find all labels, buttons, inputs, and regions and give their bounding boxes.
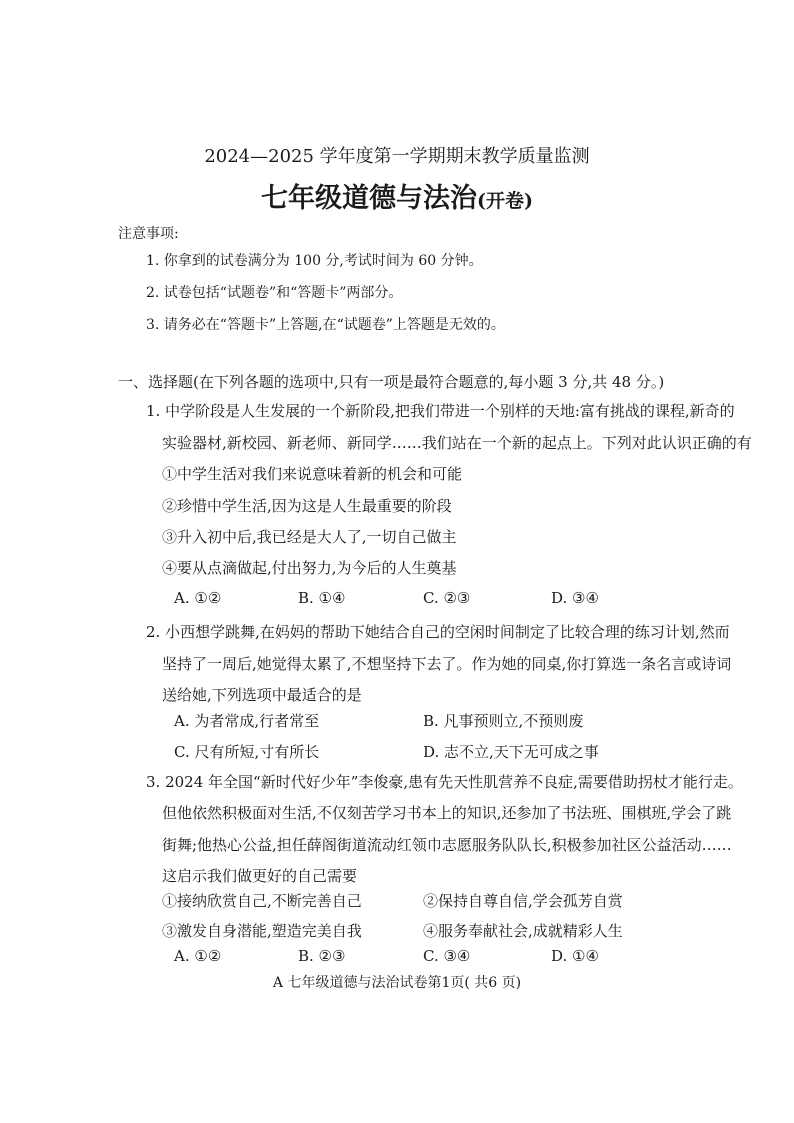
question-2-option-b: B. 凡事预则立,不预则废 xyxy=(423,712,584,730)
question-1-option-d: D. ③④ xyxy=(551,589,599,607)
notice-heading: 注意事项: xyxy=(118,226,179,242)
question-1-statement: ①中学生活对我们来说意味着新的机会和可能 xyxy=(162,465,463,483)
question-1-stem: 1. 中学阶段是人生发展的一个新阶段,把我们带进一个别样的天地:富有挑战的课程,新奇的 xyxy=(146,402,735,420)
question-2-stem: 坚持了一周后,她觉得太累了,不想坚持下去了。作为她的同桌,你打算选一条名言或诗词 xyxy=(162,655,732,673)
notice-item: 3. 请务必在“答题卡”上答题,在“试题卷”上答题是无效的。 xyxy=(146,317,505,333)
question-3-stem: 这启示我们做更好的自己需要 xyxy=(162,867,358,885)
notice-item: 1. 你拿到的试卷满分为 100 分,考试时间为 60 分钟。 xyxy=(146,253,483,269)
question-2-option-d: D. 志不立,天下无可成之事 xyxy=(423,743,599,761)
question-3-stem: 3. 2024 年全国“新时代好少年”李俊豪,患有先天性肌营养不良症,需要借助拐杖才能行走。 xyxy=(146,773,743,791)
question-1-option-a: A. ①② xyxy=(174,589,222,607)
question-1-option-b: B. ①④ xyxy=(298,589,346,607)
question-3-statement: ①接纳欣赏自己,不断完善自己 xyxy=(162,892,362,910)
page-footer: A 七年级道德与法治试卷第1页( 共6 页) xyxy=(272,975,522,991)
question-1-option-c: C. ②③ xyxy=(423,589,471,607)
question-2-option-c: C. 尺有所短,寸有所长 xyxy=(174,743,320,761)
question-1-stem: 实验器材,新校园、新老师、新同学……我们站在一个新的起点上。下列对此认识正确的有 xyxy=(162,434,752,452)
question-3-statement: ③激发自身潜能,塑造完美自我 xyxy=(162,922,362,940)
notice-item: 2. 试卷包括“试题卷”和“答题卡”两部分。 xyxy=(146,285,403,301)
question-3-option-b: B. ②③ xyxy=(298,947,346,965)
question-3-option-a: A. ①② xyxy=(174,947,222,965)
subject-note: (开卷) xyxy=(477,190,533,212)
exam-title: 2024—2025 学年度第一学期期末教学质量监测 xyxy=(204,146,590,167)
question-3-stem: 但他依然积极面对生活,不仅刻苦学习书本上的知识,还参加了书法班、围棋班,学会了跳 xyxy=(162,804,732,822)
question-1-statement: ②珍惜中学生活,因为这是人生最重要的阶段 xyxy=(162,497,452,515)
question-1-statement: ④要从点滴做起,付出努力,为今后的人生奠基 xyxy=(162,559,457,577)
question-1-statement: ③升入初中后,我已经是大人了,一切自己做主 xyxy=(162,528,457,546)
subject-title xyxy=(0,176,794,215)
question-3-option-d: D. ①④ xyxy=(551,947,599,965)
question-3-statement: ④服务奉献社会,成就精彩人生 xyxy=(423,922,623,940)
question-3-statement: ②保持自尊自信,学会孤芳自赏 xyxy=(423,892,623,910)
question-3-option-c: C. ③④ xyxy=(423,947,471,965)
question-2-stem: 送给她,下列选项中最适合的是 xyxy=(162,686,362,704)
question-2-option-a: A. 为者常成,行者常至 xyxy=(174,712,320,730)
question-2-stem: 2. 小西想学跳舞,在妈妈的帮助下她结合自己的空闲时间制定了比较合理的练习计划,然而 xyxy=(146,623,730,641)
question-3-stem: 街舞;他热心公益,担任薛阁街道流动红领巾志愿服务队队长,积极参加社区公益活动…… xyxy=(162,836,732,854)
subject-name: 七年级道德与法治 xyxy=(261,183,477,214)
section-heading: 一、选择题(在下列各题的选项中,只有一项是最符合题意的,每小题 3 分,共 48 分。) xyxy=(118,373,665,391)
